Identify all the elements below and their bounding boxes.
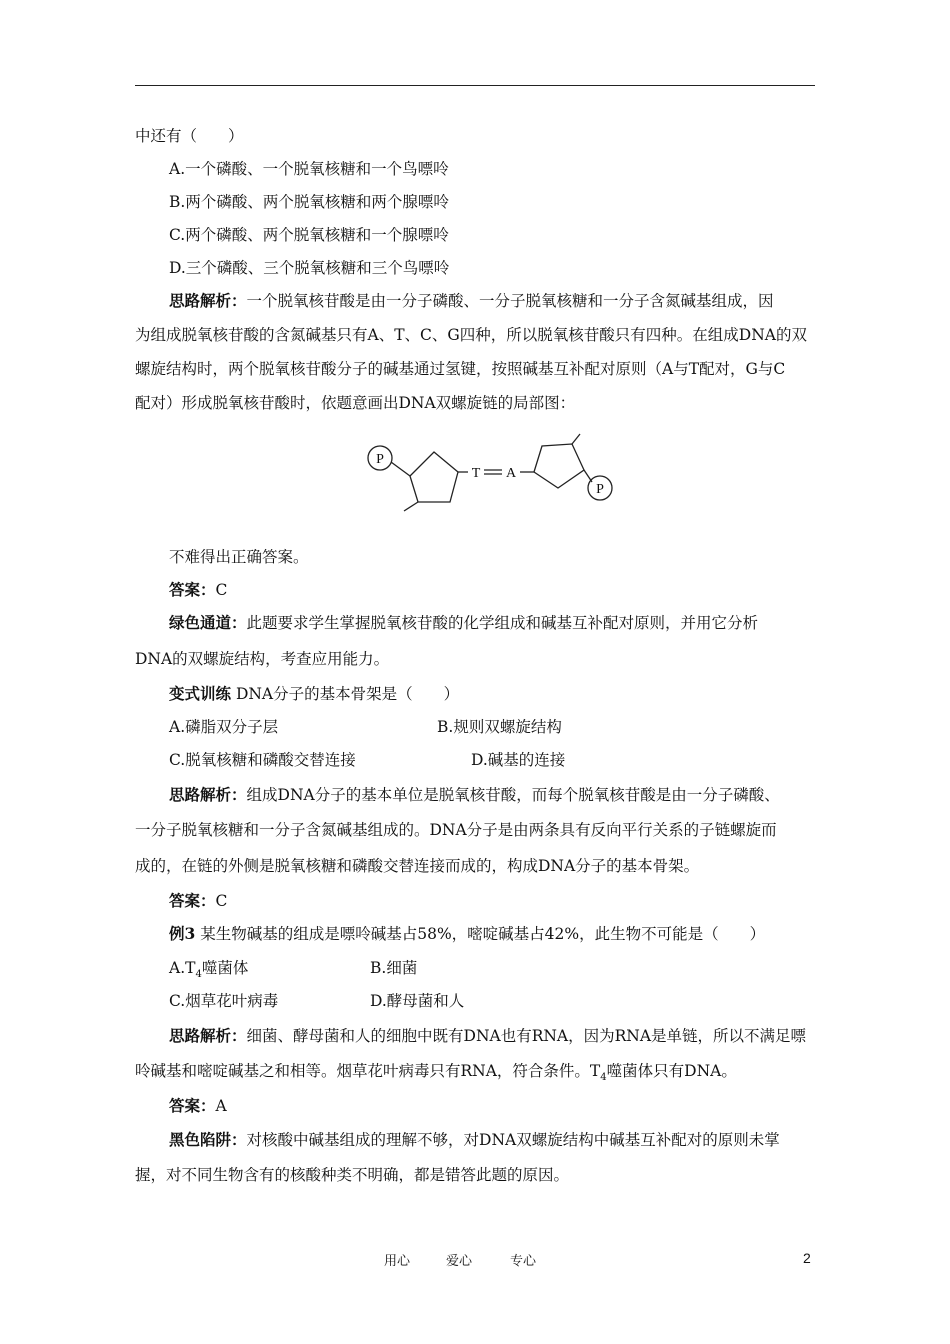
green-label: 绿色通道：	[169, 613, 247, 632]
example-3-option-a	[169, 957, 248, 986]
dna-diagram	[362, 432, 622, 514]
black-label: 黑色陷阱：	[169, 1130, 247, 1149]
variant-question	[169, 683, 459, 705]
analysis-1-line-3: 螺旋结构时，两个脱氧核苷酸分子的碱基通过氢键，按照碱基互补配对原则（A与T配对，G与C	[135, 360, 786, 378]
analysis-text: 一个脱氧核苷酸是由一分子磷酸、一分子脱氧核糖和一分子含氮碱基组成，因	[246, 292, 774, 310]
analysis-1-line-4: 配对）形成脱氧核苷酸时，依题意画出DNA双螺旋链的局部图：	[135, 394, 576, 412]
example-text: 某生物碱基的组成是嘌呤碱基占58%，嘧啶碱基占42%，此生物不可能是（ ）	[195, 925, 766, 943]
green-text: 此题要求学生掌握脱氧核苷酸的化学组成和碱基互补配对原则，并用它分析	[246, 614, 759, 632]
black-text: 对核酸中碱基组成的理解不够，对DNA双螺旋结构中碱基互补配对的原则未掌	[246, 1131, 780, 1149]
option-d: D.三个磷酸、三个脱氧核糖和三个鸟嘌呤	[169, 259, 450, 277]
phosphate-left-label: P	[376, 452, 384, 467]
black-trap-line-1	[169, 1129, 780, 1151]
text-part: 噬菌体只有DNA。	[606, 1062, 737, 1080]
footer-text-1: 用心	[384, 1254, 411, 1269]
green-channel-line-1	[169, 612, 758, 634]
subscript: 4	[195, 969, 202, 981]
analysis-text: 组成DNA分子的基本单位是脱氧核苷酸，而每个脱氧核苷酸是由一分子磷酸、	[246, 786, 780, 804]
page-number: 2	[803, 1250, 811, 1266]
analysis-1-line-1	[169, 290, 774, 312]
analysis-label: 思路解析：	[169, 1026, 247, 1045]
example-3-option-b: B.细菌	[370, 959, 418, 977]
answer-value: A	[215, 1097, 227, 1115]
analysis-2-line-3: 成的，在链的外侧是脱氧核糖和磷酸交替连接而成的，构成DNA分子的基本骨架。	[135, 857, 700, 875]
option-prefix: A.T	[169, 959, 196, 977]
question-tail: 中还有（ ）	[135, 127, 244, 145]
black-trap-line-2: 握，对不同生物含有的核酸种类不明确，都是错答此题的原因。	[135, 1166, 570, 1184]
example-3-option-c: C.烟草花叶病毒	[169, 992, 279, 1010]
analysis-2-line-2: 一分子脱氧核糖和一分子含氮碱基组成的。DNA分子是由两条具有反向平行关系的子链螺旋而	[135, 821, 777, 839]
variant-option-a: A.磷脂双分子层	[169, 718, 279, 736]
analysis-label: 思路解析：	[169, 785, 247, 804]
analysis-3-line-1	[169, 1025, 806, 1047]
sugar-right	[534, 444, 584, 488]
sugar-left-tail	[404, 502, 418, 511]
variant-option-c: C.脱氧核糖和磷酸交替连接	[169, 751, 356, 769]
bond-p-sugar-left	[391, 462, 410, 476]
footer-text-2: 爱心	[446, 1254, 473, 1269]
answer-label: 答案：	[169, 580, 216, 599]
answer-2	[169, 890, 227, 912]
answer-value: C	[215, 581, 228, 599]
green-channel-line-2: DNA的双螺旋结构，考查应用能力。	[135, 650, 390, 668]
conclusion: 不难得出正确答案。	[169, 548, 309, 566]
sugar-right-tail	[572, 434, 580, 444]
option-c: C.两个磷酸、两个脱氧核糖和一个腺嘌呤	[169, 226, 449, 244]
analysis-3-line-2	[135, 1060, 737, 1089]
answer-label: 答案：	[169, 891, 216, 910]
analysis-text: 细菌、酵母菌和人的细胞中既有DNA也有RNA，因为RNA是单链，所以不满足嘌	[246, 1027, 807, 1045]
answer-label: 答案：	[169, 1096, 216, 1115]
variant-option-d: D.碱基的连接	[471, 751, 566, 769]
example-3-option-d: D.酵母菌和人	[370, 992, 465, 1010]
footer-text-3: 专心	[510, 1254, 537, 1269]
example-label: 例3	[169, 924, 196, 943]
header-rule	[135, 85, 815, 86]
option-b: B.两个磷酸、两个脱氧核糖和两个腺嘌呤	[169, 193, 449, 211]
analysis-label: 思路解析：	[169, 291, 247, 310]
variant-label: 变式训练	[169, 684, 232, 703]
base-t-label: T	[471, 466, 481, 481]
subscript: 4	[600, 1072, 607, 1084]
option-suffix: 噬菌体	[201, 959, 249, 977]
analysis-1-line-2: 为组成脱氧核苷酸的含氮碱基只有A、T、C、G四种，所以脱氧核苷酸只有四种。在组成DNA的双	[135, 326, 807, 344]
answer-1	[169, 579, 227, 601]
variant-text: DNA分子的基本骨架是（ ）	[231, 685, 460, 703]
text-part: 呤碱基和嘧啶碱基之和相等。烟草花叶病毒只有RNA，符合条件。T	[135, 1062, 601, 1080]
base-a-label: A	[505, 466, 517, 481]
sugar-left	[410, 452, 458, 502]
answer-3	[169, 1095, 227, 1117]
variant-option-b: B.规则双螺旋结构	[437, 718, 562, 736]
analysis-2-line-1	[169, 784, 780, 806]
phosphate-right-label: P	[596, 482, 604, 497]
example-3-question	[169, 923, 765, 945]
option-a: A.一个磷酸、一个脱氧核糖和一个鸟嘌呤	[169, 160, 449, 178]
answer-value: C	[215, 892, 228, 910]
